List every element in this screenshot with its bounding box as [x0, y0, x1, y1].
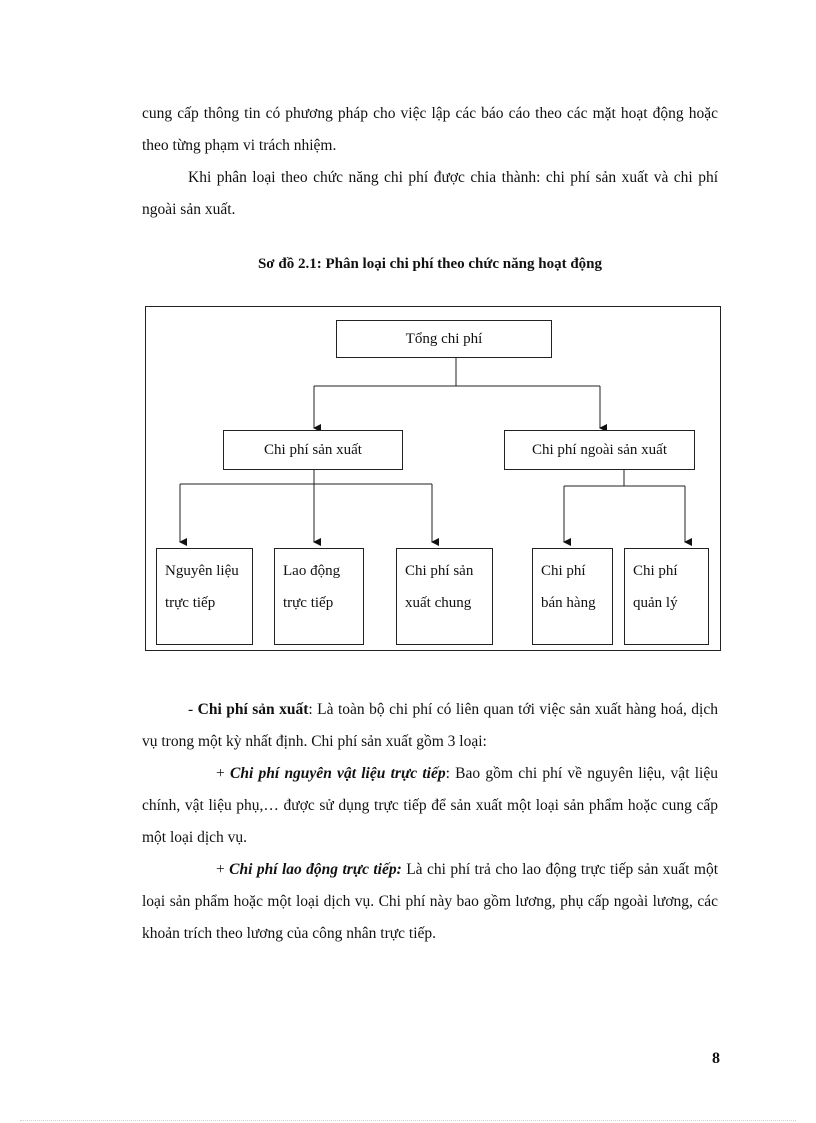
- direct-materials-node: [156, 548, 253, 645]
- admin-cost-node: [624, 548, 709, 645]
- production-cost-paragraph: [142, 694, 718, 758]
- manufacturing-overhead-label: Chi phí sản xuất chung: [405, 563, 474, 611]
- direct-labor-label: Lao động trực tiếp: [283, 563, 341, 611]
- diagram-caption: Sơ đồ 2.1: Phân loại chi phí theo chức năng hoạt động: [257, 256, 603, 272]
- selling-cost-label: Chi phí bán hàng: [541, 563, 596, 611]
- direct-labor-term: Chi phí lao động trực tiếp:: [229, 861, 402, 878]
- direct-materials-label: Nguyên liệu trực tiếp: [165, 563, 239, 611]
- production-cost-node: [223, 430, 403, 470]
- intro-text-2: Khi phân loại theo chức năng chi phí được chia thành: chi phí sản xuất và chi phí ngoài sản xuất.: [142, 169, 718, 218]
- selling-cost-node: [532, 548, 613, 645]
- production-cost-label: Chi phí sản xuất: [264, 441, 362, 458]
- root-node-label: Tổng chi phí: [405, 330, 483, 347]
- direct-materials-term: Chi phí nguyên vật liệu trực tiếp: [230, 765, 446, 782]
- bullet-plus-2: +: [216, 861, 230, 878]
- non-production-cost-node: [504, 430, 695, 470]
- direct-materials-text: : Bao gồm chi phí về nguyên liệu, vật liệu chính, vật liệu phụ,… được sử dụng trực tiếp để sản xuất một loại sản phẩm hoặc cung cấp một loại dịch vụ.: [142, 765, 718, 846]
- production-cost-text: : Là toàn bộ chi phí có liên quan tới việc sản xuất hàng hoá, dịch vụ trong một kỳ nhất định. Chi phí sản xuất gồm 3 loại:: [142, 701, 718, 750]
- page-bottom-divider: [20, 1120, 796, 1121]
- intro-text-1: cung cấp thông tin có phương pháp cho việc lập các báo cáo theo các mặt hoạt động hoặc theo từng phạm vi trách nhiệm.: [142, 105, 718, 154]
- bullet-plus-1: +: [216, 765, 230, 782]
- bullet-dash: -: [188, 701, 198, 718]
- direct-labor-paragraph: [142, 854, 718, 950]
- page-number: 8: [712, 1050, 720, 1067]
- direct-materials-paragraph: [142, 758, 718, 854]
- root-node: [336, 320, 552, 358]
- manufacturing-overhead-node: [396, 548, 493, 645]
- non-production-cost-label: Chi phí ngoài sản xuất: [532, 441, 667, 458]
- direct-labor-node: [274, 548, 364, 645]
- direct-labor-text: Là chi phí trả cho lao động trực tiếp sản xuất một loại sản phẩm hoặc một loại dịch vụ. Chi phí này bao gồm lương, phụ cấp ngoài lương, các khoản trích theo lương của công nhân trực tiếp.: [142, 861, 719, 942]
- admin-cost-label: Chi phí quản lý: [633, 563, 678, 611]
- production-cost-term: Chi phí sản xuất: [197, 701, 309, 718]
